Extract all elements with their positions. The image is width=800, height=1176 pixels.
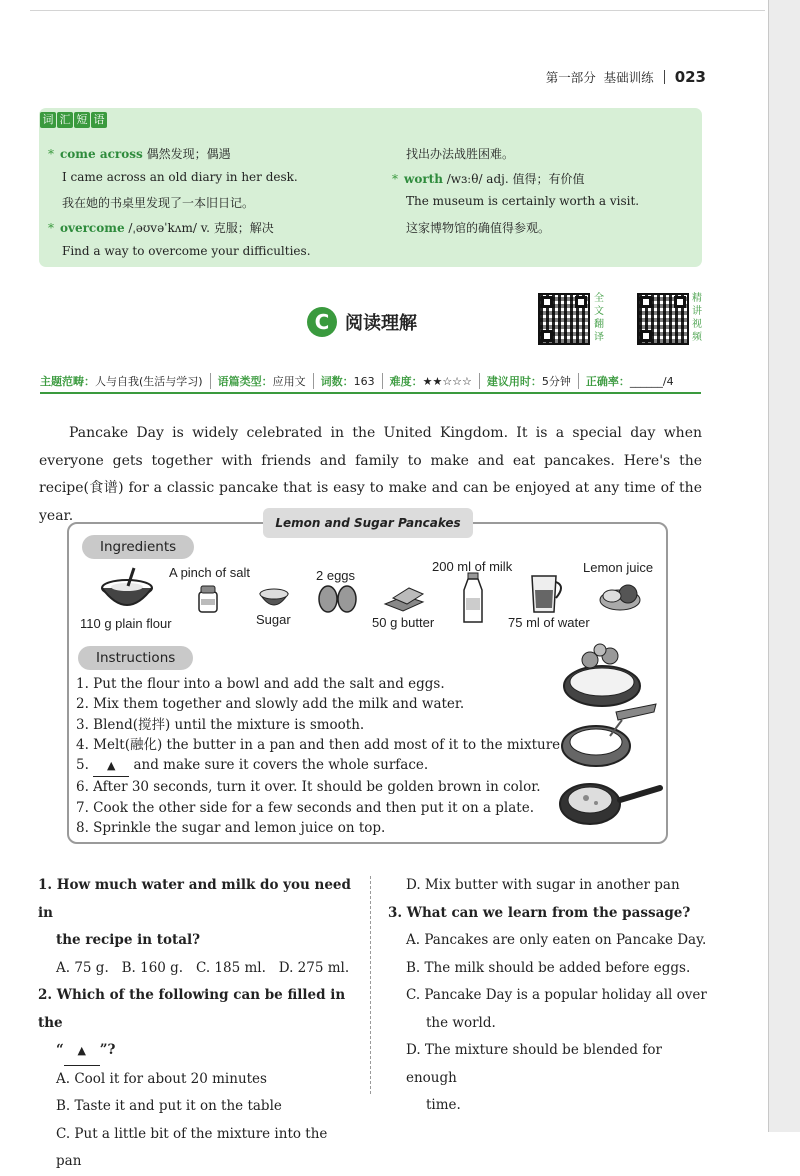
vocab-translation: 这家博物馆的确值得参观。 (406, 221, 551, 235)
lemon-squeezer-icon (596, 580, 644, 616)
meta-bar (40, 370, 701, 394)
step-item: 8. Sprinkle the sugar and lemon juice on top. (76, 820, 386, 837)
instruction-steps (76, 674, 564, 838)
running-header (546, 68, 706, 86)
section-badge-icon: C (307, 307, 337, 337)
qr-label-translation: 全文翻译 (594, 293, 604, 343)
blank-triangle: ▲ (64, 1037, 100, 1066)
section-title-text: 阅读理解 (345, 313, 417, 334)
vocab-translation: 我在她的书桌里发现了一本旧日记。 (62, 196, 255, 210)
header-divider (664, 70, 665, 84)
blank-triangle: ▲ (93, 756, 129, 777)
vocab-entry-overcome (48, 219, 274, 236)
meta-word-count: 词数：163 (314, 373, 383, 389)
cooking-steps-illustration (556, 638, 664, 838)
page-edge (768, 0, 800, 1132)
step-item: 4. Melt(融化) the butter in a pan and then add most of it to the mixture. (76, 736, 565, 753)
vocab-entry-worth (392, 170, 585, 187)
vocab-example: Find a way to overcome your difficulties. (62, 244, 311, 258)
ingredient-sugar: Sugar (256, 612, 291, 627)
ingredient-lemon: Lemon juice (583, 560, 654, 575)
passage-text: Pancake Day is widely celebrated in the United Kingdom. It is a special day when everyone gets together with friends and family to make and eat pancakes. Here's the recipe(食谱) for a classic pancake that is easy to make and can be enjoyed at any time of the year. (39, 425, 702, 524)
meta-topic: 主题范畴：人与自我(生活与学习) (40, 373, 211, 389)
top-rule (30, 10, 765, 11)
star-icon: * (48, 147, 54, 161)
vocab-example: The museum is certainly worth a visit. (406, 194, 640, 208)
vocab-meaning: /wɜːθ/ adj. 值得；有价值 (446, 172, 585, 186)
star-icon: * (392, 172, 398, 186)
meta-genre: 语篇类型：应用文 (211, 373, 314, 389)
eggs-icon (317, 584, 359, 614)
vocab-meaning: /ˌəʊvəˈkʌm/ v. 克服；解决 (128, 221, 274, 235)
vocab-entry-come-across (48, 145, 231, 162)
ingredients-label: Ingredients (82, 535, 194, 559)
meta-time: 建议用时：5分钟 (480, 373, 579, 389)
q3-option-b[interactable]: B. The milk should be added before eggs. (406, 959, 691, 976)
step-item: 1. Put the flour into a bowl and add the salt and eggs. (76, 676, 445, 692)
vocab-term: worth (404, 172, 443, 186)
ingredient-water: 75 ml of water (508, 615, 590, 630)
qr-label-video: 精讲视频 (692, 293, 702, 343)
ingredient-flour: 110 g plain flour (80, 616, 172, 631)
q2-stem-cont: “ ▲ ”? (38, 1037, 356, 1066)
vocab-title-char: 语 (91, 112, 107, 128)
vocab-title-char: 短 (74, 112, 90, 128)
q2-option-a[interactable]: A. Cool it for about 20 minutes (56, 1070, 267, 1087)
q1-options: A. 75 g. B. 160 g. C. 185 ml. D. 275 ml. (56, 959, 350, 976)
questions-left-column (38, 872, 356, 1176)
q3-stem: 3. What can we learn from the passage? (388, 904, 691, 921)
step-item: 6. After 30 seconds, turn it over. It should be golden brown in color. (76, 779, 541, 796)
ingredient-salt: A pinch of salt (169, 565, 250, 580)
vocab-term: come across (60, 147, 143, 161)
meta-difficulty: 难度：★★☆☆☆ (383, 373, 480, 389)
q2-stem: 2. Which of the following can be filled in the (38, 987, 346, 1031)
ingredient-butter: 50 g butter (372, 615, 435, 630)
vocab-term: overcome (60, 221, 125, 235)
meta-accuracy: 正确率：______/4 (585, 375, 674, 388)
q3-option-d[interactable]: D. The mixture should be blended for enough (406, 1042, 662, 1086)
step-item: 2. Mix them together and slowly add the milk and water. (76, 696, 465, 713)
questions-right-column (388, 872, 708, 1120)
vocab-title-char: 汇 (57, 112, 73, 128)
vocab-title-char: 词 (40, 112, 56, 128)
page-edge-line (768, 0, 769, 1132)
ingredient-eggs: 2 eggs (316, 568, 356, 583)
sugar-bowl-icon (258, 586, 290, 612)
q1-stem: 1. How much water and milk do you need in (38, 877, 351, 921)
step-item-5: 5. ▲ and make sure it covers the whole surface. (76, 755, 564, 777)
q3-option-a[interactable]: A. Pancakes are only eaten on Pancake Day. (406, 932, 707, 948)
water-jug-icon (526, 572, 566, 614)
q3-option-d-cont[interactable]: time. (426, 1097, 461, 1113)
ingredient-milk: 200 ml of milk (432, 559, 513, 574)
vocab-meaning: 偶然发现；偶遇 (146, 147, 231, 161)
flour-bowl-icon (98, 566, 156, 616)
section-title (307, 307, 417, 337)
butter-icon (383, 582, 427, 612)
vocab-example: I came across an old diary in her desk. (62, 170, 298, 184)
recipe-title: Lemon and Sugar Pancakes (263, 508, 473, 538)
q3-option-c-cont[interactable]: the world. (426, 1014, 496, 1031)
vocabulary-title (40, 112, 107, 128)
q2-option-b[interactable]: B. Taste it and put it on the table (56, 1098, 282, 1114)
salt-shaker-icon (196, 584, 220, 614)
qr-code-translation[interactable] (538, 293, 590, 345)
milk-bottle-icon (462, 572, 484, 624)
q1-stem-cont: the recipe in total? (56, 932, 201, 948)
header-subsection: 基础训练 (603, 70, 654, 85)
star-icon: * (48, 221, 54, 235)
q2-option-c[interactable]: C. Put a little bit of the mixture into the pan (56, 1125, 328, 1169)
qr-code-video[interactable] (637, 293, 689, 345)
vocab-translation: 找出办法战胜困难。 (406, 147, 515, 161)
column-divider (370, 876, 371, 1094)
step-item: 7. Cook the other side for a few seconds and then put it on a plate. (76, 799, 535, 816)
q2-option-d[interactable]: D. Mix butter with sugar in another pan (406, 877, 680, 893)
page-number: 023 (674, 68, 706, 86)
header-section: 第一部分 (545, 70, 596, 85)
q3-option-c[interactable]: C. Pancake Day is a popular holiday all over (406, 987, 707, 1003)
step-item: 3. Blend(搅拌) until the mixture is smooth. (76, 716, 365, 733)
instructions-label: Instructions (78, 646, 193, 670)
